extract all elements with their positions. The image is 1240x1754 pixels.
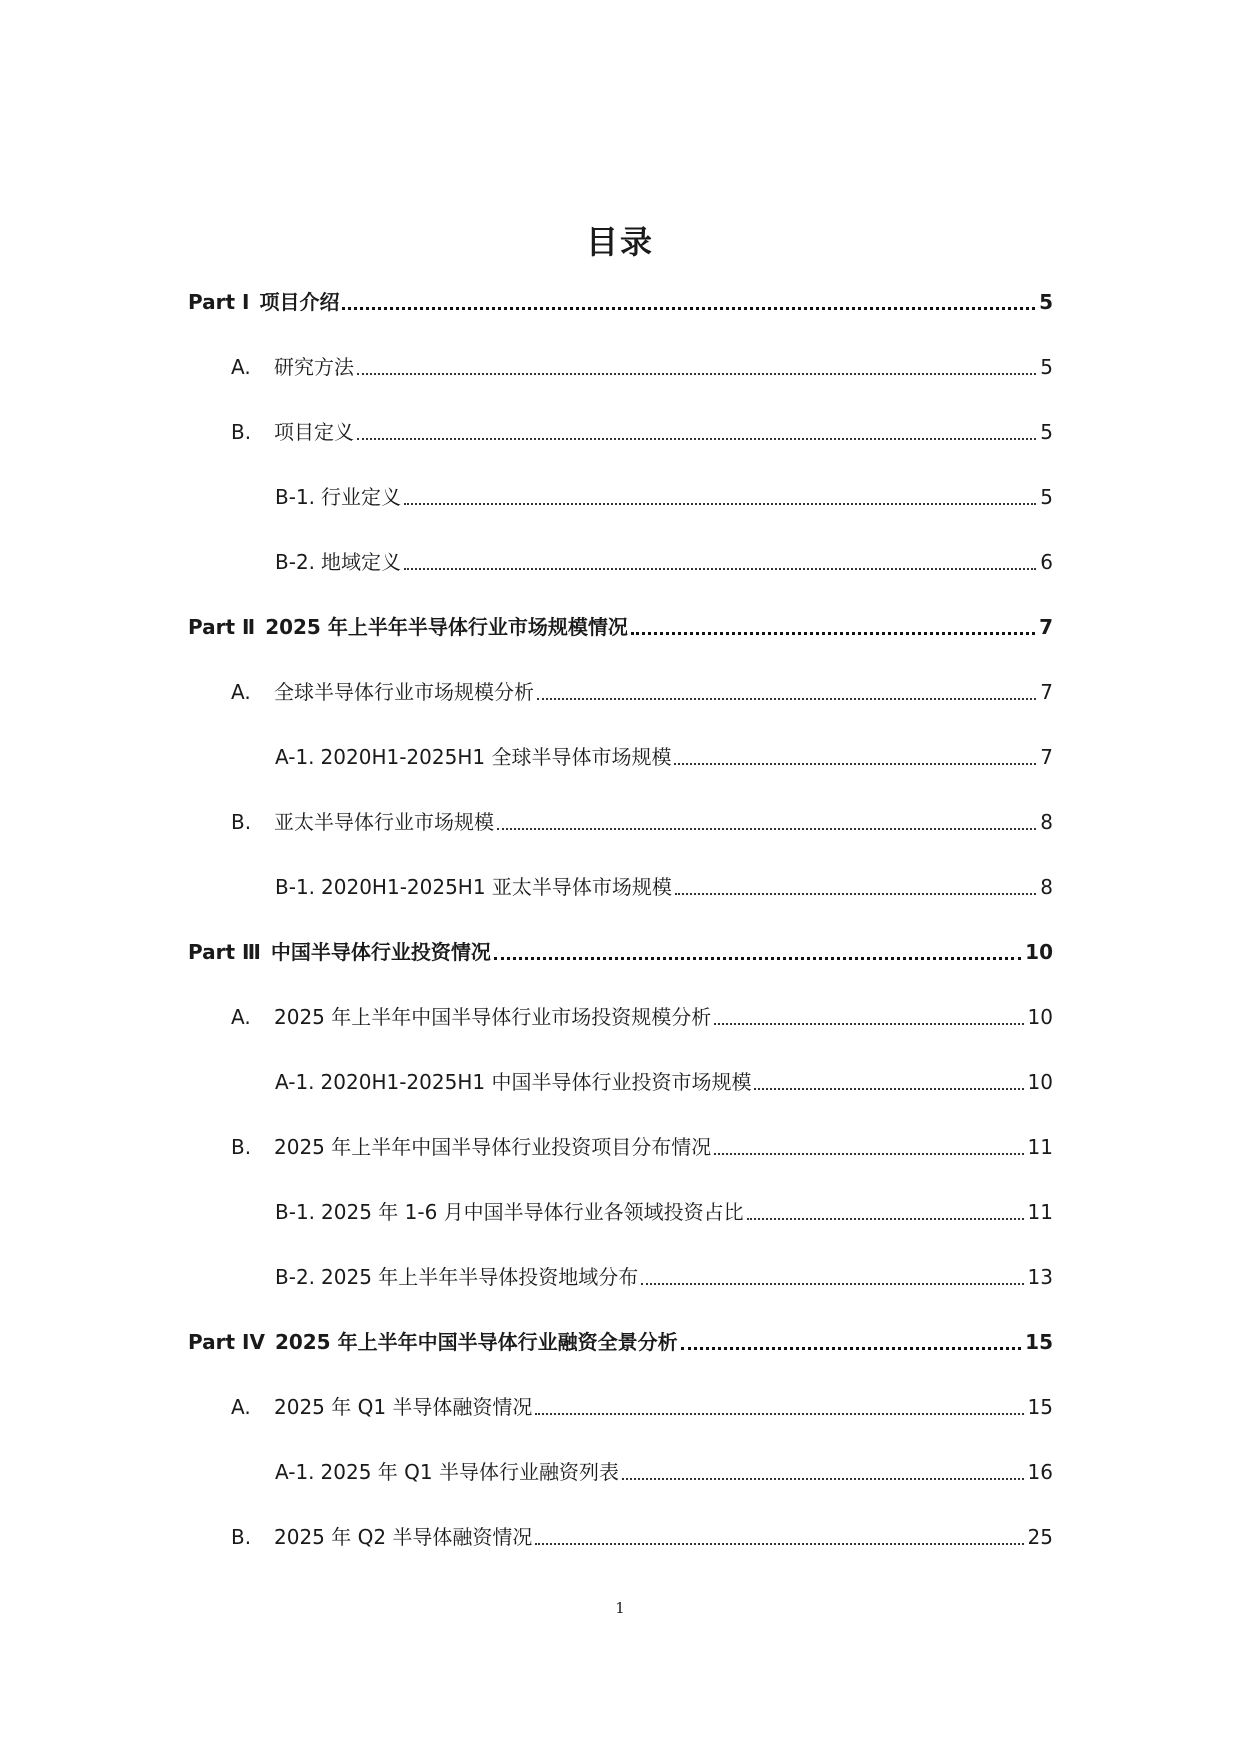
toc-entry-q1-financing[interactable] <box>231 1390 1053 1424</box>
page-number: 1 <box>615 1599 625 1617</box>
toc-entry-page: 5 <box>1040 420 1053 444</box>
toc-entry-number: B-1. <box>275 875 316 899</box>
toc-label <box>231 1520 535 1554</box>
toc-entry-number: A. <box>231 1395 251 1419</box>
toc-entry-industry-definition[interactable] <box>275 480 1053 514</box>
toc-entry-number: A. <box>231 680 251 704</box>
toc-entry-text: 2025 年上半年中国半导体行业投资项目分布情况 <box>274 1135 712 1159</box>
toc-entry-text: 2025 年 1-6 月中国半导体行业各领域投资占比 <box>321 1200 744 1224</box>
toc-entry-text: 项目定义 <box>274 420 354 444</box>
toc-entry-number: B-2. <box>275 550 316 574</box>
toc-entry-number: A-1. <box>275 745 315 769</box>
dot-leader <box>404 503 1036 505</box>
toc-entry-text: 2025 年上半年中国半导体行业市场投资规模分析 <box>274 1005 712 1029</box>
toc-entry-number: A-1. <box>275 1460 315 1484</box>
toc-label <box>188 285 342 319</box>
dot-leader <box>535 1543 1023 1545</box>
toc-entry-q2-financing[interactable] <box>231 1520 1053 1554</box>
toc-entry-text: 2025 年上半年半导体投资地域分布 <box>321 1265 639 1289</box>
toc-label <box>275 1455 622 1489</box>
toc-entry-number: B. <box>231 420 252 444</box>
toc-entry-page: 11 <box>1027 1135 1053 1159</box>
toc-label <box>275 480 404 514</box>
toc-entry-text: 亚太半导体行业市场规模 <box>274 810 494 834</box>
dot-leader <box>674 763 1036 765</box>
toc-label <box>188 610 631 644</box>
dot-leader <box>357 373 1036 375</box>
toc-entry-apac-market-size[interactable] <box>275 870 1053 904</box>
toc-entry-text: 全球半导体行业市场规模分析 <box>274 680 534 704</box>
dot-leader <box>535 1413 1023 1415</box>
toc-label <box>231 1000 714 1034</box>
toc-entry-text: 中国半导体行业投资情况 <box>270 940 491 964</box>
toc-entry-china-investment-scale[interactable] <box>231 1000 1053 1034</box>
toc-entry-page: 11 <box>1027 1200 1053 1224</box>
toc-entry-number: B-1. <box>275 485 316 509</box>
toc-entry-text: 2025 年 Q1 半导体行业融资列表 <box>320 1460 619 1484</box>
toc-entry-global-market-size[interactable] <box>275 740 1053 774</box>
toc-entry-number: B. <box>231 1525 252 1549</box>
toc-title: 目录 <box>585 223 654 261</box>
toc-entry-text: 2020H1-2025H1 全球半导体市场规模 <box>320 745 672 769</box>
dot-leader <box>631 632 1035 635</box>
toc-entry-region-definition[interactable] <box>275 545 1053 579</box>
toc-entry-number: Part IV <box>188 1330 265 1354</box>
toc-entry-page: 5 <box>1040 485 1053 509</box>
toc-entry-page: 7 <box>1039 615 1053 639</box>
toc-entry-part-2[interactable] <box>188 610 1053 644</box>
toc-entry-text: 研究方法 <box>274 355 354 379</box>
dot-leader <box>714 1023 1023 1025</box>
toc-entry-apac-market[interactable] <box>231 805 1053 839</box>
toc-entry-page: 25 <box>1027 1525 1053 1549</box>
toc-entry-china-project-distribution[interactable] <box>231 1130 1053 1164</box>
toc-entry-page: 10 <box>1027 1005 1053 1029</box>
toc-label <box>275 1260 641 1294</box>
toc-label <box>188 1325 681 1359</box>
toc-entry-investment-region-distribution[interactable] <box>275 1260 1053 1294</box>
toc-entry-text: 2020H1-2025H1 亚太半导体市场规模 <box>321 875 672 899</box>
dot-leader <box>494 957 1021 960</box>
toc-entry-page: 5 <box>1040 355 1053 379</box>
toc-label <box>231 1390 535 1424</box>
toc-entry-number: Part Ⅱ <box>188 615 256 639</box>
toc-entry-number: B-1. <box>275 1200 316 1224</box>
toc-label <box>231 1130 714 1164</box>
dot-leader <box>754 1088 1023 1090</box>
toc-entry-page: 8 <box>1040 810 1053 834</box>
toc-entry-number: B. <box>231 1135 252 1159</box>
dot-leader <box>404 568 1036 570</box>
toc-entry-page: 13 <box>1027 1265 1053 1289</box>
dot-leader <box>497 828 1036 830</box>
toc-label <box>188 935 494 969</box>
toc-label <box>275 870 675 904</box>
toc-entry-number: Part Ⅲ <box>188 940 261 964</box>
dot-leader <box>537 698 1036 700</box>
toc-entry-page: 16 <box>1027 1460 1053 1484</box>
dot-leader <box>357 438 1036 440</box>
dot-leader <box>747 1218 1024 1220</box>
toc-entry-research-method[interactable] <box>231 350 1053 384</box>
toc-label <box>231 805 497 839</box>
toc-entry-number: B-2. <box>275 1265 316 1289</box>
toc-entry-text: 地域定义 <box>321 550 402 574</box>
toc-entry-china-investment-market-size[interactable] <box>275 1065 1053 1099</box>
toc-entry-text: 2025 年 Q1 半导体融资情况 <box>274 1395 533 1419</box>
dot-leader <box>714 1153 1023 1155</box>
toc-entry-global-market[interactable] <box>231 675 1053 709</box>
toc-entry-number: A-1. <box>275 1070 315 1094</box>
toc-entry-text: 2025 年 Q2 半导体融资情况 <box>274 1525 533 1549</box>
dot-leader <box>641 1283 1023 1285</box>
toc-entry-page: 7 <box>1040 680 1053 704</box>
dot-leader <box>681 1347 1022 1350</box>
toc-entry-page: 10 <box>1025 940 1053 964</box>
toc-entry-page: 8 <box>1040 875 1053 899</box>
toc-label <box>231 350 357 384</box>
toc-entry-text: 2020H1-2025H1 中国半导体行业投资市场规模 <box>320 1070 752 1094</box>
dot-leader <box>342 307 1035 310</box>
toc-entry-part-1[interactable] <box>188 285 1053 319</box>
toc-label <box>231 415 357 449</box>
toc-entry-text: 项目介绍 <box>259 290 340 314</box>
dot-leader <box>675 893 1036 895</box>
toc-label <box>231 675 537 709</box>
toc-entry-number: B. <box>231 810 252 834</box>
toc-entry-part-3[interactable] <box>188 935 1053 969</box>
toc-entry-number: Part Ⅰ <box>188 290 250 314</box>
toc-entry-number: A. <box>231 355 251 379</box>
toc-entry-text: 2025 年上半年半导体行业市场规模情况 <box>265 615 628 639</box>
toc-entry-project-definition[interactable] <box>231 415 1053 449</box>
toc-entry-text: 2025 年上半年中国半导体行业融资全景分析 <box>274 1330 678 1354</box>
toc-label <box>275 1195 747 1229</box>
toc-entry-page: 5 <box>1039 290 1053 314</box>
toc-label <box>275 740 674 774</box>
toc-label <box>275 545 404 579</box>
toc-entry-text: 行业定义 <box>321 485 402 509</box>
toc-entry-page: 6 <box>1040 550 1053 574</box>
dot-leader <box>622 1478 1024 1480</box>
toc-entry-page: 15 <box>1025 1330 1053 1354</box>
toc-entry-page: 15 <box>1027 1395 1053 1419</box>
toc-entry-page: 7 <box>1040 745 1053 769</box>
toc-entry-sector-investment-share[interactable] <box>275 1195 1053 1229</box>
toc-entry-q1-financing-list[interactable] <box>275 1455 1053 1489</box>
toc-entry-page: 10 <box>1027 1070 1053 1094</box>
toc-entry-number: A. <box>231 1005 251 1029</box>
toc-label <box>275 1065 754 1099</box>
toc-entry-part-4[interactable] <box>188 1325 1053 1359</box>
